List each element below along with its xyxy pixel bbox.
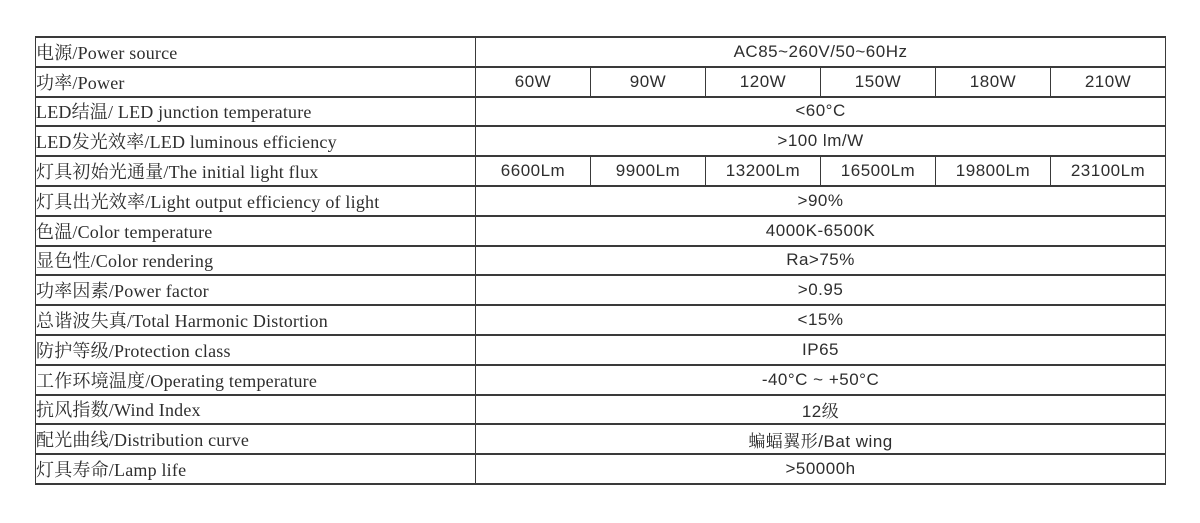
spec-label-wind-index: 抗风指数/Wind Index <box>36 395 476 425</box>
spec-label-color-temperature: 色温/Color temperature <box>36 216 476 246</box>
spec-value-power-210w: 210W <box>1051 67 1166 97</box>
row-led-luminous-efficiency <box>36 126 1166 156</box>
spec-value-operating-temperature: -40°C ~ +50°C <box>476 365 1166 395</box>
row-color-temperature <box>36 216 1166 246</box>
row-led-junction-temperature <box>36 97 1166 127</box>
spec-value-flux-6600: 6600Lm <box>476 156 591 186</box>
spec-value-power-150w: 150W <box>821 67 936 97</box>
spec-value-protection-class: IP65 <box>476 335 1166 365</box>
spec-value-led-junction-temperature: <60°C <box>476 97 1166 127</box>
spec-label-power: 功率/Power <box>36 67 476 97</box>
specifications-table <box>35 36 1166 485</box>
spec-value-power-120w: 120W <box>706 67 821 97</box>
spec-value-power-180w: 180W <box>936 67 1051 97</box>
spec-label-protection-class: 防护等级/Protection class <box>36 335 476 365</box>
row-total-harmonic-distortion <box>36 305 1166 335</box>
row-power <box>36 67 1166 97</box>
spec-value-power-60w: 60W <box>476 67 591 97</box>
spec-label-operating-temperature: 工作环境温度/Operating temperature <box>36 365 476 395</box>
row-color-rendering <box>36 246 1166 276</box>
spec-value-led-luminous-efficiency: >100 lm/W <box>476 126 1166 156</box>
spec-value-power-90w: 90W <box>591 67 706 97</box>
spec-label-light-output-efficiency: 灯具出光效率/Light output efficiency of light <box>36 186 476 216</box>
spec-value-flux-16500: 16500Lm <box>821 156 936 186</box>
spec-value-flux-9900: 9900Lm <box>591 156 706 186</box>
spec-label-distribution-curve: 配光曲线/Distribution curve <box>36 424 476 454</box>
spec-label-led-junction-temperature: LED结温/ LED junction temperature <box>36 97 476 127</box>
spec-value-flux-13200: 13200Lm <box>706 156 821 186</box>
spec-label-power-source: 电源/Power source <box>36 37 476 67</box>
spec-value-light-output-efficiency: >90% <box>476 186 1166 216</box>
spec-label-color-rendering: 显色性/Color rendering <box>36 246 476 276</box>
spec-label-total-harmonic-distortion: 总谐波失真/Total Harmonic Distortion <box>36 305 476 335</box>
spec-value-flux-19800: 19800Lm <box>936 156 1051 186</box>
row-power-factor <box>36 275 1166 305</box>
spec-value-total-harmonic-distortion: <15% <box>476 305 1166 335</box>
spec-label-lamp-life: 灯具寿命/Lamp life <box>36 454 476 484</box>
spec-value-color-temperature: 4000K-6500K <box>476 216 1166 246</box>
spec-value-flux-23100: 23100Lm <box>1051 156 1166 186</box>
row-protection-class <box>36 335 1166 365</box>
spec-label-led-luminous-efficiency: LED发光效率/LED luminous efficiency <box>36 126 476 156</box>
spec-value-power-source: AC85~260V/50~60Hz <box>476 37 1166 67</box>
row-power-source <box>36 37 1166 67</box>
spec-label-power-factor: 功率因素/Power factor <box>36 275 476 305</box>
spec-value-power-factor: >0.95 <box>476 275 1166 305</box>
spec-value-lamp-life: >50000h <box>476 454 1166 484</box>
spec-label-initial-light-flux: 灯具初始光通量/The initial light flux <box>36 156 476 186</box>
row-wind-index <box>36 395 1166 425</box>
spec-value-wind-index: 12级 <box>476 395 1166 425</box>
spec-value-color-rendering: Ra>75% <box>476 246 1166 276</box>
spec-value-distribution-curve: 蝙蝠翼形/Bat wing <box>476 424 1166 454</box>
row-initial-light-flux <box>36 156 1166 186</box>
row-distribution-curve <box>36 424 1166 454</box>
row-light-output-efficiency <box>36 186 1166 216</box>
row-lamp-life <box>36 454 1166 484</box>
row-operating-temperature <box>36 365 1166 395</box>
